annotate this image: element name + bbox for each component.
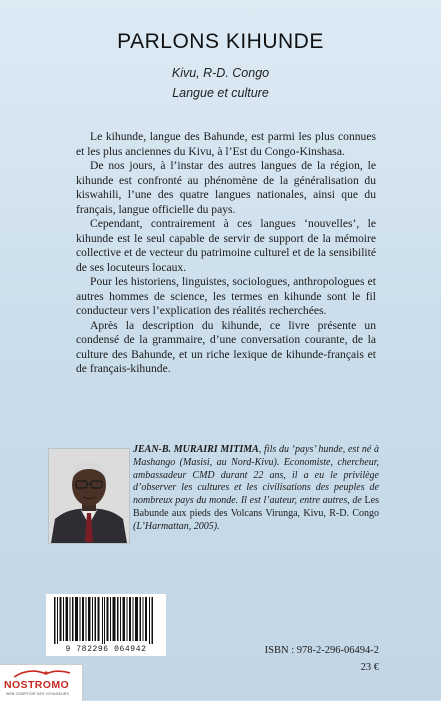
barcode-number: 9 782296 064942 <box>46 644 166 656</box>
logo-tagline: WEB COMPTOIR DES VOYAGEURS <box>6 692 69 696</box>
blurb-paragraph: Cependant, contrairement à ces langues ‘nouvelles’, le kihunde est le seul capable de servir de support de la mémoire collective et de vecteur du patrimoine culturel et de la sensibilité de ses locuteurs locaux. <box>76 217 376 274</box>
author-bio-text: , fils du ‘pays’ hunde, est né à Mashango (Masisi, au Nord-Kivu). Economiste, chercheur, ambassadeur CMD durant 22 ans, il a eu le privilège d’observer les cultures et les civilisations des peuples de nombreux pays du monde. Il est l’auteur, entre autres, de <box>133 444 380 507</box>
book-subtitle-topic: Langue et culture <box>172 86 269 100</box>
barcode <box>46 594 166 644</box>
book-title: PARLONS KIHUNDE <box>117 30 324 53</box>
blurb-paragraph: De nos jours, à l’instar des autres langues de la région, le kihunde est confronté au phénomène de la généralisation du kiswahili, l’une des quatre langues nationales, ainsi que du français, langue officielle du pays. <box>76 159 376 216</box>
blurb-paragraph: Le kihunde, langue des Bahunde, est parmi les plus connues et les plus anciennes du Kivu, à l’Est du Congo-Kinshasa. <box>76 130 376 158</box>
book-subtitle-region: Kivu, R-D. Congo <box>171 66 270 80</box>
logo-word: NOSTROMO <box>4 679 70 691</box>
author-book-reference: Les Babunde aux pieds des Volcans Virunga, Kivu, R-D. Congo <box>133 495 379 519</box>
nostromo-logo <box>0 664 83 701</box>
price-label: 23 € <box>360 662 379 673</box>
author-book-publisher: (L’Harmattan, 2005). <box>133 520 220 532</box>
blurb-paragraph: Pour les historiens, linguistes, sociologues, anthropologues et autres hommes de science, les termes en kihunde sont le fil conducteur vers l’explication des réalités recherchées. <box>76 275 376 317</box>
author-bio <box>133 444 379 534</box>
isbn-label: ISBN : 978-2-296-06494-2 <box>264 645 379 656</box>
blurb-text <box>76 130 376 377</box>
author-name: JEAN-B. MURAIRI MITIMA <box>133 444 259 455</box>
author-photo <box>48 448 130 544</box>
blurb-paragraph: Après la description du kihunde, ce livre présente un condensé de la grammaire, d’une conversation courante, de la culture des Bahunde, et un riche lexique de kihunde-français et de français-kihunde. <box>76 318 376 375</box>
